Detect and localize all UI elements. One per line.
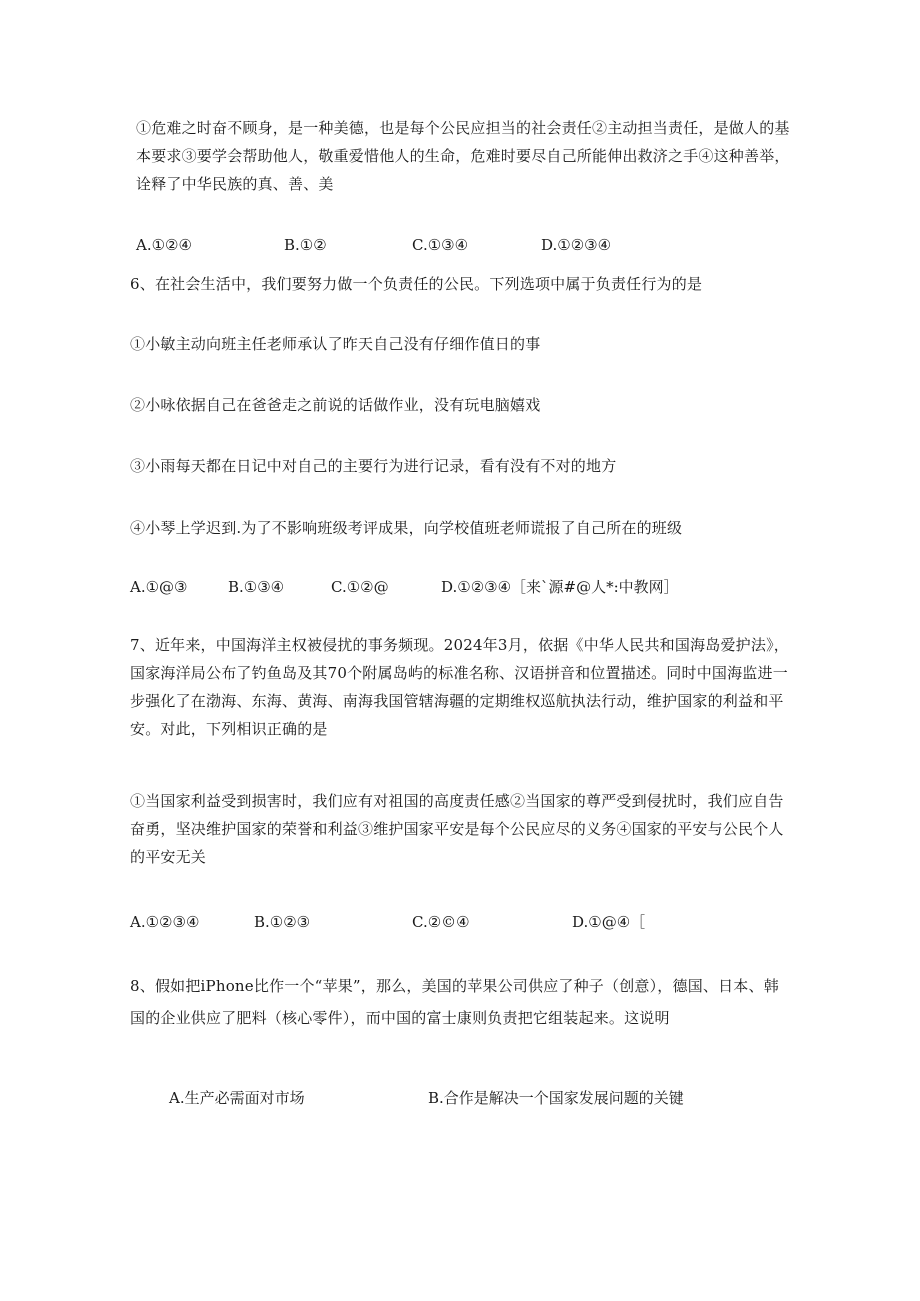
- q7-option-a: A.①②③④: [130, 913, 200, 931]
- q5-option-a: A.①②④: [136, 236, 192, 254]
- q6-option-b: B.①③④: [228, 578, 285, 596]
- q6-item-2: ②小咏依据自己在爸爸走之前说的话做作业，没有玩电脑嬉戏: [130, 396, 541, 414]
- q6-item-1: ①小敏主动向班主任老师承认了昨天自己没有仔细作值日的事: [130, 335, 541, 353]
- q6-option-d: D.①②③④［来`源#@人*:中教网］: [441, 578, 679, 596]
- q6-option-a: A.①@③: [130, 578, 188, 596]
- q7-option-b: B.①②③: [254, 913, 311, 931]
- q6-item-4: ④小琴上学迟到.为了不影响班级考评成果，向学校值班老师谎报了自己所在的班级: [130, 519, 683, 537]
- q7-statements: ①当国家利益受到损害时，我们应有对祖国的高度责任感②当国家的尊严受到侵扰时，我们应自告奋勇，坚决维护国家的荣誉和利益③维护国家平安是每个公民应尽的义务④国家的平安与公民个人的平安无关: [130, 792, 784, 866]
- q7-option-c: C.②©④: [412, 913, 470, 931]
- q8-option-a: A.生产必需面对市场: [169, 1089, 305, 1107]
- q5-option-c: C.①③④: [412, 236, 469, 254]
- q7-stem: 7、近年来，中国海洋主权被侵扰的事务频现。2024年3月，依据《中华人民共和国海岛爱护法》，国家海洋局公布了钓鱼岛及其70个附属岛屿的标准名称、汉语拼音和位置描述。同时中国海监进一步强化了在渤海、东海、黄海、南海我国管辖海疆的定期维权巡航执法行动，维护国家的利益和平安。对此，下列相识正确的是: [130, 636, 789, 738]
- q8-stem: 8、假如把iPhone比作一个“苹果”，那么，美国的苹果公司供应了种子（创意），德国、日本、韩国的企业供应了肥料（核心零件），而中国的富士康则负责把它组装起来。这说明: [130, 977, 779, 1027]
- q5-option-d: D.①②③④: [541, 236, 612, 254]
- q6-stem: 6、在社会生活中，我们要努力做一个负责任的公民。下列选项中属于负责任行为的是: [130, 275, 703, 293]
- q8-option-b: B.合作是解决一个国家发展问题的关键: [428, 1089, 684, 1107]
- q5-option-b: B.①②: [284, 236, 327, 254]
- q6-item-3: ③小雨每天都在日记中对自己的主要行为进行记录，看有没有不对的地方: [130, 457, 617, 475]
- q7-option-d: D.①@④［: [572, 913, 646, 931]
- q5-statements: ①危难之时奋不顾身，是一种美德，也是每个公民应担当的社会责任②主动担当责任，是做人的基本要求③要学会帮助他人，敬重爱惜他人的生命，危难时要尽自己所能伸出救济之手④这种善举，诠释了中华民族的真、善、美: [136, 119, 790, 193]
- q6-option-c: C.①②@: [331, 578, 389, 596]
